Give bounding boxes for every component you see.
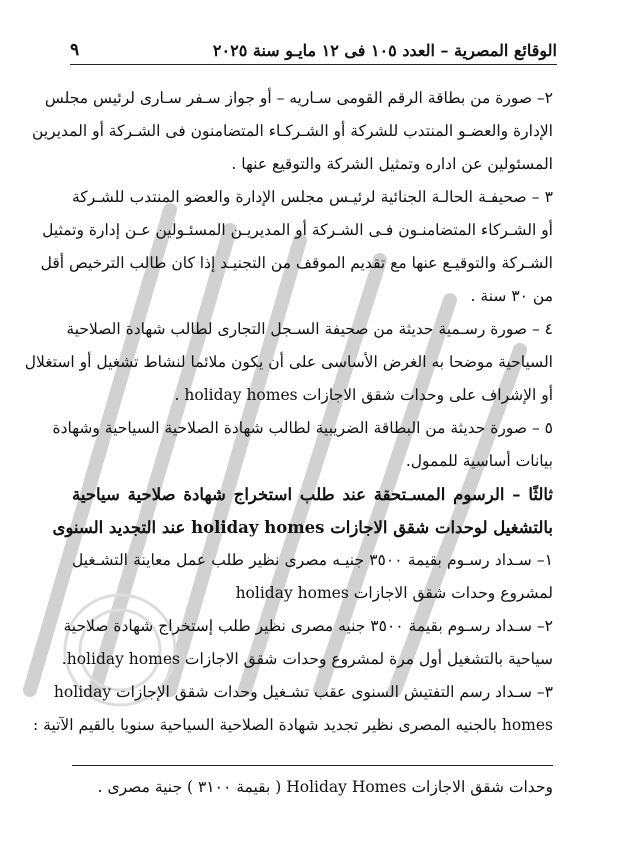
text-line: من ٣٠ سنة . — [470, 287, 553, 305]
text-line: ٢– صورة من بطاقة الرقم القومى سـاريه – أو جواز سـفر سـارى لرئيس مجلس — [44, 89, 553, 107]
paragraph — [32, 82, 553, 181]
text-line: سياحية بالتشغيل أول مرة لمشروع وحدات شقق الاجازات holiday homes. — [61, 650, 553, 668]
footer-line: وحدات شقق الاجازات Holiday Homes ( بقيمة ٣١٠٠ ) جنية مصرى . — [72, 765, 553, 802]
fee-item — [32, 676, 553, 742]
fee-item — [61, 610, 553, 676]
page-number: ٩ — [70, 40, 80, 60]
document-body — [24, 82, 553, 742]
paragraph — [24, 313, 553, 412]
text-line: الشـركة والتوقيـع عنها مع تقديم الموقف من التجنيـد إذا كان طالب الترخيص أقل — [40, 254, 553, 272]
text-line: ٥ – صورة حديثة من البطاقة الضريبية لطالب شهادة الصلاحية السياحية وشهادة — [52, 419, 553, 437]
text-line: homes بالجنيه المصرى نظير تجديد شهادة الصلاحية السياحية سنويا بالقيم الآتية : — [32, 716, 553, 734]
text-line: ٢– سـداد رسـوم بقيمة ٣٥٠٠ جنيه مصرى نظير طلب إستخراج شهادة صلاحية — [63, 617, 553, 635]
text-line: بيانات أساسية للممول. — [405, 452, 553, 470]
heading-line: بالتشغيل لوحدات شقق الاجازات holiday homes عند التجديد السنوى — [52, 518, 553, 537]
text-line: أو الشـركاء المتضامنـون فـى الشـركة أو المديريـن المسئـولين عـن إدارة وتمثيل — [42, 221, 553, 239]
section-heading — [52, 478, 553, 544]
text-line: ٣ – صحيفـة الحالـة الجنائية لرئيـس مجلس الإدارة والعضو المنتدب للشـركة — [72, 188, 553, 206]
text-line: لمشروع وحدات شقق الاجازات holiday homes — [235, 584, 553, 602]
page-header — [70, 28, 557, 65]
gazette-title: الوقائع المصرية – العدد ١٠٥ فى ١٢ مايـو سنة ٢٠٢٥ — [212, 41, 557, 60]
text-line: ٤ – صورة رسـمية حديثة من صحيفة السـجل التجارى لطالب شهادة الصلاحية — [66, 320, 553, 338]
paragraph — [40, 181, 553, 313]
text-line: أو الإشراف على وحدات شقق الاجازات holiday homes . — [174, 386, 553, 404]
text-line: ١– سـداد رسـوم بقيمة ٣٥٠٠ جنيـه مصرى نظير طلب عمل معاينة التشـغيل — [72, 551, 553, 569]
paragraph — [52, 412, 553, 478]
text-line: ٣– سـداد رسم التفتيش السنوى عقب تشـغيل وحدات شقق الإجازات holiday — [53, 683, 553, 701]
text-line: الإدارة والعضـو المنتدب للشركة أو الشـركـاء المتضامنون فى الشـركة أو المديرين — [32, 122, 553, 140]
heading-line: ثالثًا – الرسوم المسـتحقة عند طلب استخراج شهادة صلاحية سياحية — [72, 485, 553, 504]
fee-item — [72, 544, 553, 610]
text-line: السياحية موضحا به الغرض الأساسى على أن يكون ملائما لنشاط تشغيل أو استغلال — [24, 353, 553, 371]
text-line: المسئولين عن اداره وتمثيل الشركة والتوقيع عنها . — [231, 155, 553, 173]
